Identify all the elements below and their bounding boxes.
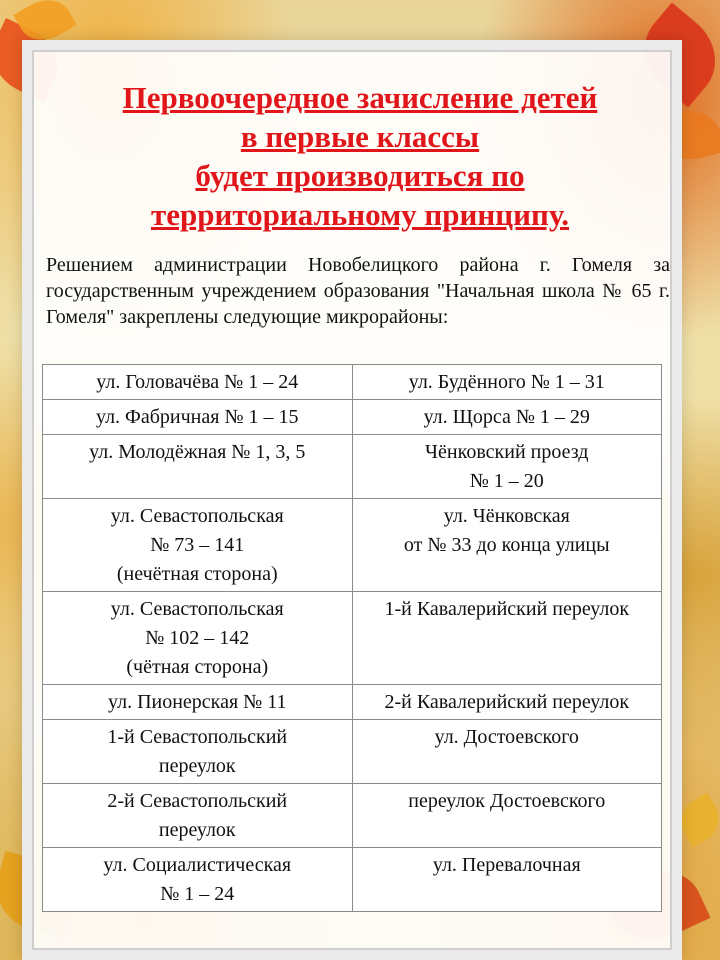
street-line: ул. Щорса № 1 – 29 bbox=[423, 406, 590, 428]
street-line: 2-й Кавалерийский переулок bbox=[384, 691, 630, 713]
street-line: 1-й Севастопольский bbox=[107, 726, 288, 748]
table-row bbox=[43, 365, 662, 400]
street-line: ул. Головачёва № 1 – 24 bbox=[96, 371, 299, 393]
street-cell-left bbox=[43, 499, 353, 592]
street-cell-left bbox=[43, 592, 353, 685]
street-line: (чётная сторона) bbox=[126, 656, 269, 678]
street-line: Чёнковский проезд bbox=[425, 441, 589, 463]
street-line: от № 33 до конца улицы bbox=[403, 534, 610, 556]
street-cell-left bbox=[43, 365, 353, 400]
street-cell-left bbox=[43, 400, 353, 435]
table-row bbox=[43, 499, 662, 592]
street-cell-left bbox=[43, 720, 353, 784]
street-line: ул. Достоевского bbox=[434, 726, 579, 748]
street-line: ул. Севастопольская bbox=[110, 598, 284, 620]
street-cell-left bbox=[43, 435, 353, 499]
street-cell-left bbox=[43, 784, 353, 848]
title-line: территориальному принципу. bbox=[150, 197, 569, 232]
table-row bbox=[43, 720, 662, 784]
street-cell-right bbox=[352, 784, 662, 848]
street-line: переулок bbox=[158, 755, 236, 777]
street-cell-right bbox=[352, 435, 662, 499]
street-line: 1-й Кавалерийский переулок bbox=[384, 598, 630, 620]
title-line: будет производиться по bbox=[195, 158, 525, 193]
street-cell-right bbox=[352, 592, 662, 685]
street-line: ул. Социалистическая bbox=[103, 854, 292, 876]
street-cell-right bbox=[352, 365, 662, 400]
table-row bbox=[43, 784, 662, 848]
street-line: № 1 – 24 bbox=[160, 883, 235, 905]
title-line: в первые классы bbox=[240, 119, 480, 154]
table-row bbox=[43, 400, 662, 435]
street-line: ул. Перевалочная bbox=[432, 854, 581, 876]
street-cell-left bbox=[43, 685, 353, 720]
table-row bbox=[43, 435, 662, 499]
street-line: ул. Молодёжная № 1, 3, 5 bbox=[89, 441, 306, 463]
street-cell-left bbox=[43, 848, 353, 912]
street-cell-right bbox=[352, 848, 662, 912]
street-line: переулок bbox=[158, 819, 236, 841]
street-line: 2-й Севастопольский bbox=[107, 790, 288, 812]
street-line: ул. Севастопольская bbox=[110, 505, 284, 527]
table-row bbox=[43, 592, 662, 685]
street-line: ул. Будённого № 1 – 31 bbox=[408, 371, 605, 393]
street-line: № 73 – 141 bbox=[150, 534, 245, 556]
street-cell-right bbox=[352, 720, 662, 784]
title-line: Первоочередное зачисление детей bbox=[122, 80, 598, 115]
street-cell-right bbox=[352, 685, 662, 720]
street-line: (нечётная сторона) bbox=[116, 563, 278, 585]
street-line: № 1 – 20 bbox=[469, 470, 544, 492]
street-line: ул. Фабричная № 1 – 15 bbox=[95, 406, 299, 428]
street-line: переулок Достоевского bbox=[408, 790, 606, 812]
microdistricts-table bbox=[42, 364, 662, 912]
street-line: ул. Пионерская № 11 bbox=[107, 691, 287, 713]
street-cell-right bbox=[352, 400, 662, 435]
intro-paragraph: Решением администрации Новобелицкого района г. Гомеля за государственным учреждением образования "Начальная школа № 65 г. Гомеля" закреплены следующие микрорайоны: bbox=[46, 254, 670, 328]
table-row bbox=[43, 848, 662, 912]
street-cell-right bbox=[352, 499, 662, 592]
table-row bbox=[43, 685, 662, 720]
street-line: № 102 – 142 bbox=[145, 627, 250, 649]
street-line: ул. Чёнковская bbox=[443, 505, 570, 527]
page-title bbox=[40, 78, 680, 234]
